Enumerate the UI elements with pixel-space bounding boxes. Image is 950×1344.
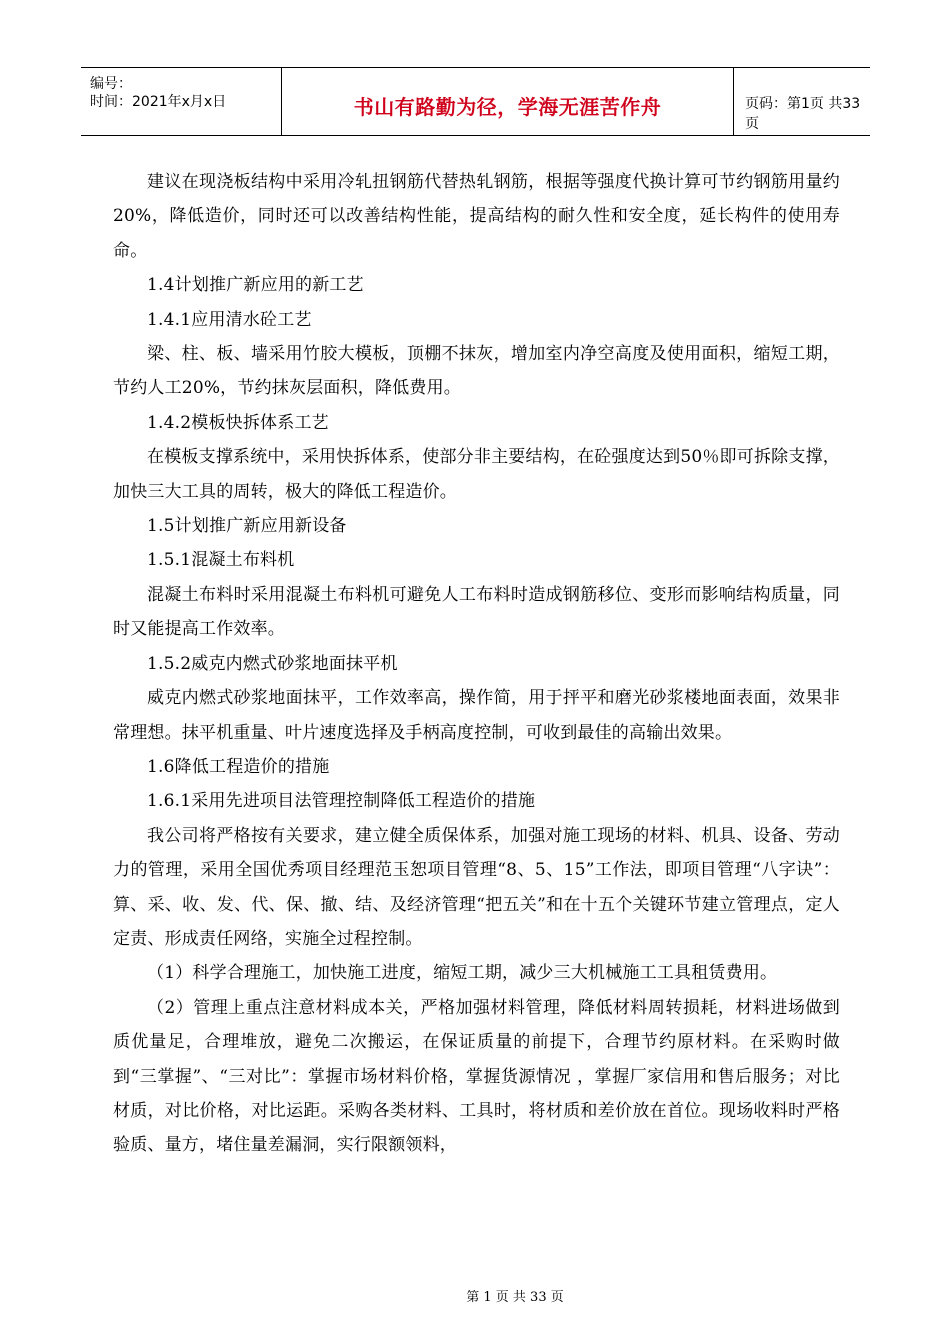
subsection-heading: 1.6.1采用先进项目法管理控制降低工程造价的措施 <box>147 791 536 812</box>
header-motto: 书山有路勤为径，学海无涯苦作舟 <box>353 95 662 119</box>
paragraph: 梁、柱、板、墙采用竹胶大模板，顶棚不抹灰，增加室内净空高度及使用面积，缩短工期，节约人工20%，节约抹灰层面积，降低费用。 <box>113 344 840 399</box>
paragraph: 我公司将严格按有关要求，建立健全质保体系，加强对施工现场的材料、机具、设备、劳动力的管理，采用全国优秀项目经理范玉恕项目管理“8、5、15”工作法，即项目管理“八字诀”：算、采、收、发、代、保、撤、结、及经济管理“把五关”和在十五个关键环节建立管理点，定人定责、形成责任网络，实施全过程控制。 <box>113 825 840 949</box>
section-heading: 1.4计划推广新应用的新工艺 <box>147 275 364 296</box>
list-item: （1）科学合理施工，加快施工进度，缩短工期，减少三大机械施工工具租赁费用。 <box>147 963 778 984</box>
document-date-label: 时间：2021年x月x日 <box>90 94 227 110</box>
subsection-heading: 1.4.1应用清水砼工艺 <box>147 309 312 330</box>
document-body <box>113 165 840 1163</box>
list-item: （2）管理上重点注意材料成本关，严格加强材料管理，降低材料周转损耗，材料进场做到质优量足，合理堆放，避免二次搬运，在保证质量的前提下，合理节约原材料。在采购时做到“三掌握”、“三对比”：掌握市场材料价格，掌握货源情况 ，掌握厂家信用和售后服务；对比材质，对比价格，对比运距。采购各类材料、工具时，将材质和差价放在首位。现场收料时严格验质、量方，堵住量差漏洞，实行限额领料， <box>113 997 840 1156</box>
subsection-heading: 1.5.2威克内燃式砂浆地面抹平机 <box>147 653 398 674</box>
section-heading: 1.5计划推广新应用新设备 <box>147 516 347 537</box>
section-heading: 1.6降低工程造价的措施 <box>147 756 330 777</box>
subsection-heading: 1.5.1混凝土布料机 <box>147 550 295 571</box>
header-page-cell <box>734 68 870 135</box>
document-number-label: 编号： <box>90 76 132 92</box>
header-page-info: 页码：第1页 共33页 <box>745 96 861 132</box>
paragraph: 威克内燃式砂浆地面抹平，工作效率高，操作简，用于抨平和磨光砂浆楼地面表面，效果非常理想。抹平机重量、叶片速度选择及手柄高度控制，可收到最佳的高输出效果。 <box>113 688 840 743</box>
document-header <box>81 67 870 136</box>
paragraph: 在模板支撑系统中，采用快拆体系，使部分非主要结构，在砼强度达到50％即可拆除支撑，加快三大工具的周转，极大的降低工程造价。 <box>113 447 840 502</box>
header-motto-cell <box>282 68 734 135</box>
paragraph: 建议在现浇板结构中采用冷轧扭钢筋代替热轧钢筋，根据等强度代换计算可节约钢筋用量约20%，降低造价，同时还可以改善结构性能，提高结构的耐久性和安全度，延长构件的使用寿命。 <box>113 172 840 261</box>
paragraph: 混凝土布料时采用混凝土布料机可避免人工布料时造成钢筋移位、变形而影响结构质量，同时又能提高工作效率。 <box>113 584 840 640</box>
page-footer: 第 1 页 共 33 页 <box>466 1290 564 1305</box>
subsection-heading: 1.4.2模板快拆体系工艺 <box>147 412 329 433</box>
header-meta-cell <box>81 68 282 135</box>
